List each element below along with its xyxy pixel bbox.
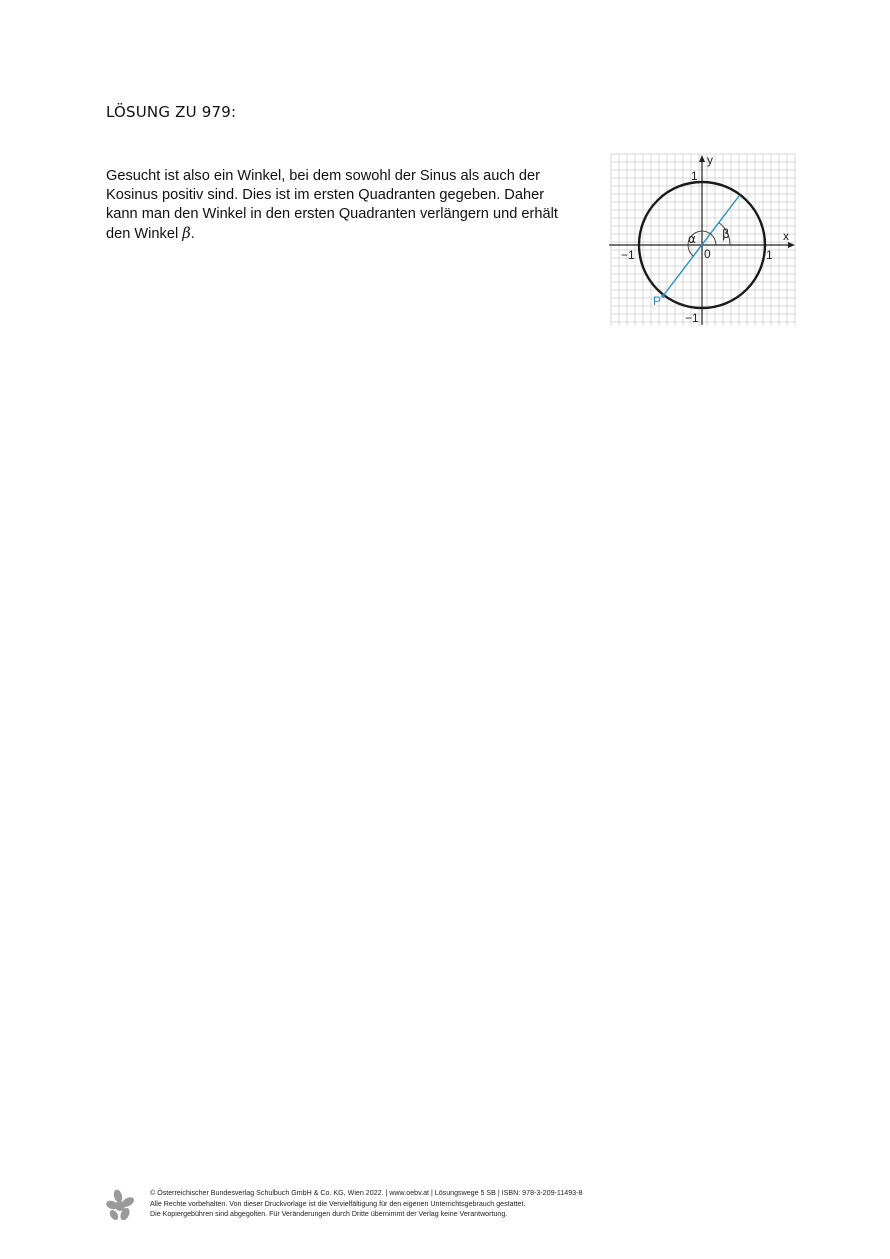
paragraph-text: Gesucht ist also ein Winkel, bei dem sowohl der Sinus als auch der Kosinus positiv sind. Dies ist im ersten Quadranten gegeben. Daher kann man den Winkel in den ersten Quadranten verlängern und erhält den Winkel xyxy=(106,168,558,242)
alpha-label: α xyxy=(688,232,696,246)
y-axis-arrow xyxy=(699,155,705,162)
beta-symbol: β xyxy=(182,225,191,242)
footer-rights: Alle Rechte vorbehalten. Von dieser Druckvorlage ist die Vervielfältigung für den eigenen Unterrichtsgebrauch gestattet. xyxy=(150,1199,526,1208)
point-p-marker xyxy=(661,294,665,298)
x-axis-arrow xyxy=(788,242,795,248)
point-p-label: P xyxy=(653,294,662,308)
tick-label-pos-x: 1 xyxy=(766,248,773,262)
origin-label: 0 xyxy=(704,247,711,261)
tick-label-neg-x: −1 xyxy=(621,248,635,262)
page-heading: LÖSUNG ZU 979: xyxy=(106,103,237,121)
solution-paragraph xyxy=(106,167,576,244)
paragraph-end: . xyxy=(190,226,195,242)
tick-label-neg-y: −1 xyxy=(685,311,699,325)
x-axis-label: x xyxy=(783,229,789,243)
footer-copyright: © Österreichischer Bundesverlag Schulbuch GmbH & Co. KG, Wien 2022. | www.oebv.at | Lösungswege 5 SB | ISBN: 978-3-209-11493-8 xyxy=(150,1189,583,1197)
footer-fees: Die Kopiergebühren sind abgegolten. Für Veränderungen durch Dritte übernimmt der Verlag keine Verantwortung. xyxy=(150,1210,508,1219)
angle-line xyxy=(663,196,739,296)
publisher-logo-icon xyxy=(106,1189,136,1221)
tick-label-pos-y: 1 xyxy=(691,169,698,183)
beta-label: β xyxy=(722,227,730,241)
y-axis-label: y xyxy=(707,153,713,167)
footer xyxy=(106,1188,726,1222)
unit-circle-figure xyxy=(609,152,797,327)
